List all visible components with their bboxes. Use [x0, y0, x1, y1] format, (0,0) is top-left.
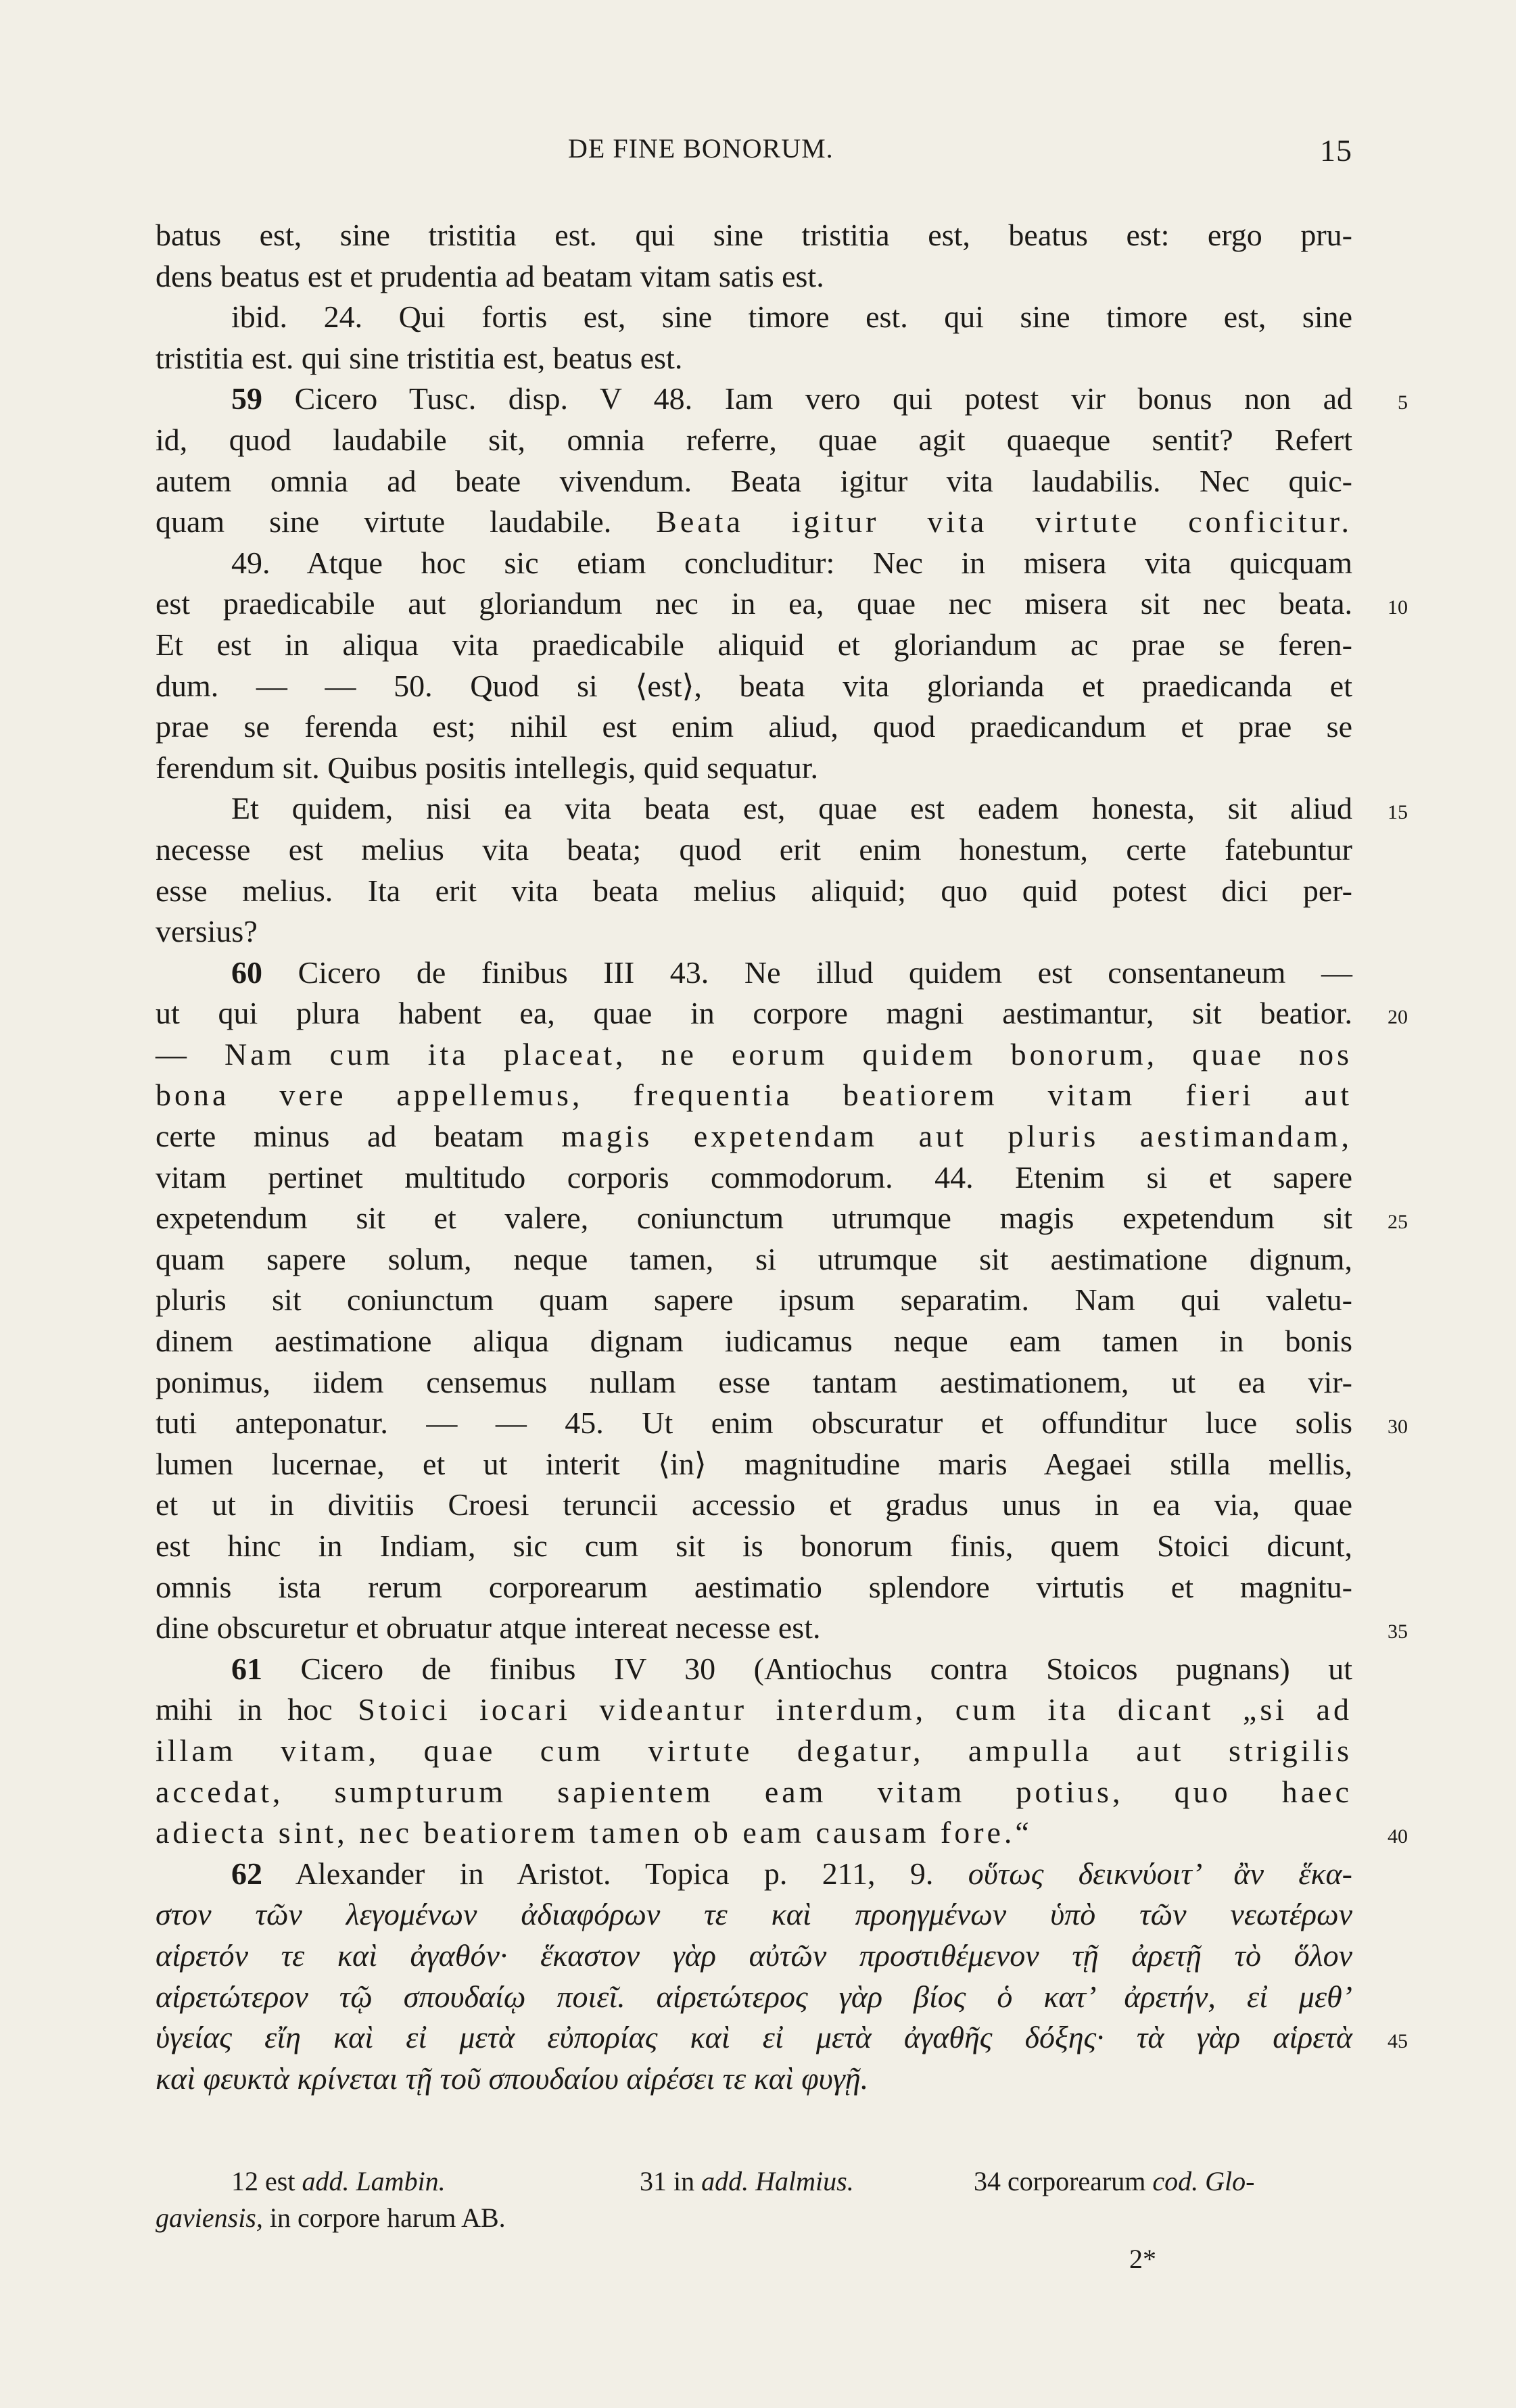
line-text [156, 1689, 1352, 1731]
spaced-emphasis: Beata igitur vita virtute conficitur. [656, 504, 1353, 539]
line-segment: ut qui plura habent ea, quae in corpore magni aestimantur, sit beatior. [156, 996, 1352, 1031]
text-line [156, 1649, 1352, 1690]
line-text [156, 1649, 1352, 1690]
text-line [156, 625, 1352, 666]
text-line [156, 1689, 1352, 1731]
spaced-emphasis: adiecta sint, nec beatiorem tamen ob eam causam fore.“ [156, 1815, 1033, 1850]
line-text [156, 1567, 1352, 1608]
text-line [156, 829, 1352, 871]
margin-line-number: 10 [1388, 596, 1408, 619]
line-text [156, 953, 1352, 994]
line-text [156, 1731, 1352, 1772]
line-text [156, 1239, 1352, 1280]
line-text [156, 1157, 1352, 1199]
text-line [156, 502, 1352, 543]
line-segment: lumen lucernae, et ut interit ⟨in⟩ magnitudine maris Aegaei stilla mellis, [156, 1446, 1352, 1481]
text-line [156, 1894, 1352, 1935]
line-text [156, 502, 1352, 543]
line-segment: expetendum sit et valere, coniunctum utrumque magis expetendum sit [156, 1201, 1352, 1236]
line-text [156, 829, 1352, 871]
text-line [156, 1075, 1352, 1116]
spaced-emphasis: bona vere appellemus, frequentia beatiorem vitam fieri aut [156, 1078, 1352, 1113]
text-line [156, 871, 1352, 912]
greek-text: αἱρετόν τε καὶ ἀγαθόν· ἕκαστον γὰρ αὐτῶν προστιθέμενον τῇ ἀρετῇ τὸ ὅλον [156, 1937, 1352, 1973]
line-text [156, 420, 1352, 461]
line-segment: omnis ista rerum corporearum aestimatio splendore virtutis et magnitu- [156, 1569, 1352, 1604]
text-line [156, 1444, 1352, 1485]
margin-line-number: 5 [1398, 391, 1408, 414]
text-line [156, 1034, 1352, 1076]
footnote-31: 31 in add. Halmius. [640, 2166, 854, 2196]
line-segment: Et quidem, nisi ea vita beata est, quae est eadem honesta, sit aliud [231, 791, 1352, 826]
margin-line-number: 25 [1388, 1211, 1408, 1234]
text-line [156, 1608, 1408, 1649]
line-text [156, 1321, 1352, 1362]
line-segment: Et est in aliqua vita praedicabile aliquid et gloriandum ac prae se feren- [156, 627, 1352, 662]
line-segment: 49. Atque hoc sic etiam concluditur: Nec in misera vita quicquam [231, 545, 1352, 580]
line-segment: pluris sit coniunctum quam sapere ipsum separatim. Nam qui valetu- [156, 1282, 1352, 1318]
line-segment: tuti anteponatur. — — 45. Ut enim obscuratur et offunditur luce solis [156, 1405, 1352, 1441]
main-text [156, 215, 1408, 2099]
line-segment: esse melius. Ita erit vita beata melius aliquid; quo quid potest dici per- [156, 873, 1352, 908]
text-line [156, 1854, 1352, 1895]
line-text [156, 297, 1352, 338]
text-line [156, 1198, 1408, 1239]
text-line [156, 1977, 1352, 2018]
text-line [156, 1362, 1352, 1403]
line-segment: dens beatus est et prudentia ad beatam vitam satis est. [156, 258, 824, 293]
margin-line-number: 20 [1388, 1006, 1408, 1029]
text-line [156, 1403, 1408, 1444]
line-text [156, 1075, 1352, 1116]
text-line [156, 1812, 1408, 1854]
greek-text: οὕτως δεικνύοιτ’ ἂν ἕκα- [968, 1856, 1352, 1891]
margin-line-number: 40 [1388, 1825, 1408, 1848]
greek-text: αἱρετώτερον τῷ σπουδαίῳ ποιεῖ. αἱρετώτερος γὰρ βίος ὁ κατ’ ἀρετήν, εἰ μεθ’ [156, 1979, 1352, 2014]
line-segment: est hinc in Indiam, sic cum sit is bonorum finis, quem Stoici dicunt, [156, 1528, 1352, 1563]
text-line [156, 1567, 1352, 1608]
text-line [156, 1116, 1352, 1157]
line-segment: Cicero Tusc. disp. V 48. Iam vero qui potest vir bonus non ad [294, 381, 1353, 416]
margin-line-number: 45 [1388, 2030, 1408, 2053]
line-text [156, 2058, 1352, 2100]
line-text [156, 1403, 1352, 1444]
line-segment: tristitia est. qui sine tristitia est, beatus est. [156, 340, 683, 375]
line-text [156, 1608, 1352, 1649]
line-text [156, 666, 1352, 707]
line-text [156, 1935, 1352, 1977]
line-text [156, 706, 1352, 748]
running-head: DE FINE BONORUM. [568, 133, 834, 164]
page-header [156, 133, 1352, 173]
section-number: 59 [231, 381, 262, 416]
margin-line-number: 30 [1388, 1416, 1408, 1439]
line-segment: ibid. 24. Qui fortis est, sine timore est. qui sine timore est, sine [231, 299, 1352, 335]
line-text [156, 215, 1352, 256]
text-line [156, 993, 1408, 1034]
line-text [156, 379, 1352, 420]
text-line [156, 953, 1352, 994]
text-line [156, 1280, 1352, 1321]
text-line [156, 911, 1352, 953]
line-segment: ferendum sit. Quibus positis intellegis, quid sequatur. [156, 750, 818, 785]
text-line [156, 1239, 1352, 1280]
line-text [156, 1854, 1352, 1895]
greek-text: ὑγείας εἴη καὶ εἰ μετὰ εὐπορίας καὶ εἰ μετὰ ἀγαθῆς δόξης· τὰ γὰρ αἱρετὰ [156, 2020, 1352, 2055]
line-segment: quam sapere solum, neque tamen, si utrumque sit aestimatione dignum, [156, 1241, 1352, 1276]
text-line [156, 461, 1352, 502]
signature-mark: 2* [1129, 2244, 1156, 2274]
line-segment: Cicero de finibus IV 30 (Antiochus contra Stoicos pugnans) ut [300, 1651, 1353, 1686]
text-line [156, 706, 1352, 748]
line-segment: dine obscuretur et obruatur atque intereat necesse est. [156, 1610, 821, 1645]
line-segment: ponimus, iidem censemus nullam esse tantam aestimationem, ut ea vir- [156, 1364, 1352, 1399]
line-segment: prae se ferenda est; nihil est enim aliud, quod praedicandum et prae se [156, 709, 1352, 744]
text-line [156, 1485, 1352, 1526]
line-text [156, 256, 1352, 297]
line-text [156, 338, 1352, 379]
line-segment: et ut in divitiis Croesi teruncii accessio et gradus unus in ea via, quae [156, 1487, 1352, 1522]
line-text [156, 1198, 1352, 1239]
line-segment: certe minus ad beatam [156, 1119, 524, 1154]
text-line [156, 1772, 1352, 1813]
line-segment: necesse est melius vita beata; quod erit enim honestum, certe fatebuntur [156, 832, 1352, 867]
line-text [156, 788, 1352, 829]
greek-text: στον τῶν λεγομένων ἀδιαφόρων τε καὶ προηγμένων ὑπὸ τῶν νεωτέρων [156, 1897, 1352, 1932]
text-line [156, 1731, 1352, 1772]
section-number: 60 [231, 955, 262, 990]
text-line [156, 1157, 1352, 1199]
text-line [156, 297, 1352, 338]
line-text [156, 1894, 1352, 1935]
spaced-emphasis: Stoici iocari videantur interdum, cum ita dicant „si ad [358, 1692, 1352, 1727]
line-text [156, 1526, 1352, 1567]
spaced-emphasis: magis expetendam aut pluris aestimandam, [561, 1119, 1353, 1154]
footnote-row [156, 2163, 1352, 2200]
line-text [156, 1812, 1352, 1854]
text-line [156, 543, 1352, 584]
line-text [156, 1772, 1352, 1813]
line-segment: versius? [156, 914, 258, 949]
line-text [156, 1485, 1352, 1526]
page-number: 15 [1320, 133, 1352, 168]
text-line [156, 215, 1352, 256]
text-line [156, 788, 1408, 829]
section-number: 62 [231, 1856, 262, 1891]
line-text [156, 911, 1352, 953]
line-text [156, 1280, 1352, 1321]
text-line [156, 2058, 1352, 2100]
line-segment: Cicero de finibus III 43. Ne illud quidem est consentaneum — [298, 955, 1353, 990]
text-line [156, 666, 1352, 707]
line-text [156, 993, 1352, 1034]
line-text [156, 748, 1352, 789]
line-segment: autem omnia ad beate vivendum. Beata igitur vita laudabilis. Nec quic- [156, 463, 1352, 498]
line-segment: dinem aestimatione aliqua dignam iudicamus neque eam tamen in bonis [156, 1324, 1352, 1359]
footnote-34-continued: gaviensis, in corpore harum AB. [156, 2202, 506, 2233]
margin-line-number: 15 [1388, 801, 1408, 824]
line-segment: est praedicabile aut gloriandum nec in ea, quae nec misera sit nec beata. [156, 586, 1352, 621]
text-line [156, 420, 1352, 461]
text-line [156, 1935, 1352, 1977]
line-text [156, 1034, 1352, 1076]
line-text [156, 543, 1352, 584]
line-segment: quam sine virtute laudabile. [156, 504, 612, 539]
text-line [156, 2017, 1408, 2058]
line-text [156, 1977, 1352, 2018]
footnotes [156, 2163, 1352, 2236]
spaced-emphasis: — Nam cum ita placeat, ne eorum quidem bonorum, quae nos [156, 1036, 1352, 1071]
text-line [156, 1321, 1352, 1362]
text-line [156, 379, 1408, 420]
footnote-34: 34 corporearum cod. Glo- [974, 2166, 1255, 2196]
line-segment: mihi in hoc [156, 1692, 333, 1727]
line-text [156, 2017, 1352, 2058]
line-segment: id, quod laudabile sit, omnia referre, quae agit quaeque sentit? Refert [156, 422, 1352, 457]
line-segment: Alexander in Aristot. Topica p. 211, 9. [295, 1856, 934, 1891]
text-line [156, 583, 1408, 625]
section-number: 61 [231, 1651, 262, 1686]
spaced-emphasis: accedat, sumpturum sapientem eam vitam potius, quo haec [156, 1774, 1352, 1809]
line-text [156, 1116, 1352, 1157]
line-text [156, 583, 1352, 625]
line-segment: vitam pertinet multitudo corporis commodorum. 44. Etenim si et sapere [156, 1159, 1352, 1195]
line-text [156, 1444, 1352, 1485]
line-text [156, 461, 1352, 502]
footnote-row-continued [156, 2200, 1352, 2236]
greek-text: καὶ φευκτὰ κρίνεται τῇ τοῦ σπουδαίου αἱρέσει τε καὶ φυγῇ. [156, 2061, 869, 2096]
text-line [156, 1526, 1352, 1567]
line-segment: dum. — — 50. Quod si ⟨est⟩, beata vita glorianda et praedicanda et [156, 668, 1352, 703]
line-text [156, 625, 1352, 666]
footnote-12: 12 est add. Lambin. [231, 2166, 446, 2196]
line-segment: batus est, sine tristitia est. qui sine tristitia est, beatus est: ergo pru- [156, 218, 1352, 252]
margin-line-number: 35 [1388, 1620, 1408, 1643]
text-line [156, 338, 1352, 379]
line-text [156, 1362, 1352, 1403]
text-line [156, 748, 1352, 789]
spaced-emphasis: illam vitam, quae cum virtute degatur, ampulla aut strigilis [156, 1733, 1352, 1768]
line-text [156, 871, 1352, 912]
text-line [156, 256, 1352, 297]
